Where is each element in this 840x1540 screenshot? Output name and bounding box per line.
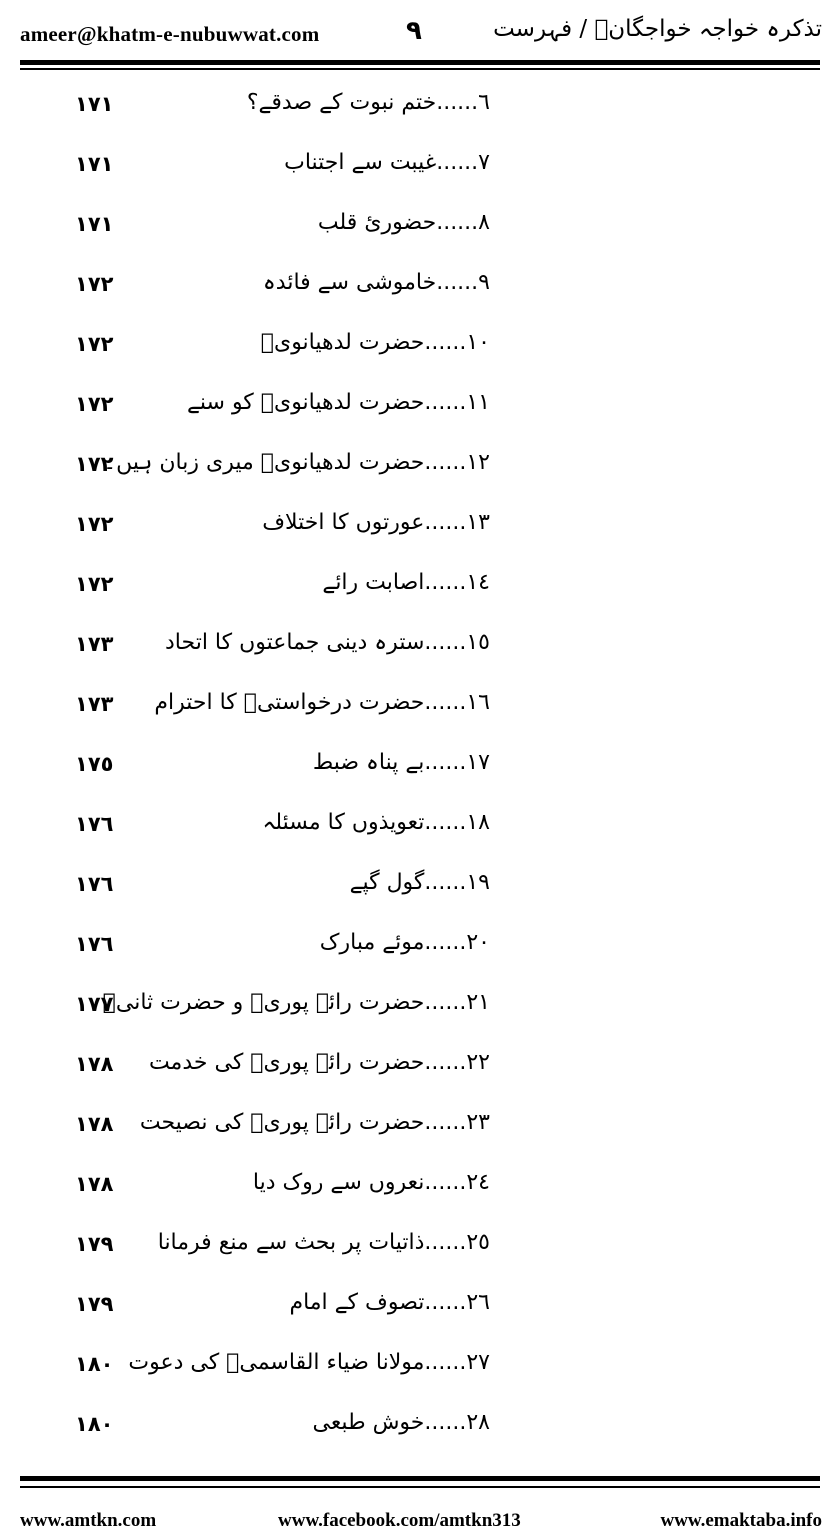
toc-page-number: ١٧٦ [75,932,114,956]
toc-title: ٦......ختم نبوت کے صدقے؟ [246,90,490,115]
toc-page-number: ١٧١ [75,92,114,116]
toc-page-number: ١٧٧ [75,992,114,1016]
table-of-contents [0,82,840,1466]
toc-title: ٢٥......ذاتیات پر بحث سے منع فرمانا [157,1230,490,1255]
toc-page-number: ١٧٣ [75,632,114,656]
toc-entry [0,562,840,612]
header-email: ameer@khatm-e-nubuwwat.com [20,22,320,46]
toc-entry [0,1102,840,1152]
toc-page-number: ١٧٩ [75,1292,114,1316]
header-rule-thin [20,68,820,70]
page-header [0,0,840,60]
toc-entry [0,622,840,672]
toc-entry [0,862,840,912]
toc-title: ١٧......بے پناہ ضبط [312,750,490,775]
toc-entry [0,742,840,792]
toc-title: ٢٢......حضرت رائے پوریؒ کی خدمت [148,1050,490,1075]
toc-page-number: ١٧٨ [75,1052,114,1076]
toc-title: ٢٧......مولانا ضیاء القاسمیؒ کی دعوت [128,1350,490,1375]
toc-title: ١٨......تعویذوں کا مسئلہ [262,810,490,835]
toc-page-number: ١٧٢ [75,512,114,536]
page-footer [0,1496,840,1536]
footer-rule-thick [20,1476,820,1481]
toc-entry [0,442,840,492]
toc-title: ٢٠......موئے مبارک [319,930,490,955]
toc-page-number: ١٧٢ [75,452,114,476]
toc-entry [0,202,840,252]
toc-entry [0,82,840,132]
toc-title: ٢٦......تصوف کے امام [289,1290,490,1315]
footer-link-emaktaba[interactable]: www.emaktaba.info [660,1510,822,1531]
toc-title: ١٤......اصابت رائے [322,570,490,595]
toc-title: ٢٤......نعروں سے روک دیا [252,1170,490,1195]
toc-title: ١٦......حضرت درخواستیؒ کا احترام [154,690,490,715]
toc-title: ١٣......عورتوں کا اختلاف [262,510,490,535]
toc-page-number: ١٧١ [75,212,114,236]
toc-page-number: ١٧١ [75,152,114,176]
footer-link-facebook[interactable]: www.facebook.com/amtkn313 [278,1510,521,1531]
toc-entry [0,1282,840,1332]
toc-page-number: ١٧٩ [75,1232,114,1256]
toc-entry [0,982,840,1032]
toc-page-number: ١٧٢ [75,392,114,416]
toc-title: ٢٨......خوش طبعی [312,1410,490,1435]
footer-link-amtkn[interactable]: www.amtkn.com [20,1510,157,1531]
toc-page-number: ١٧٥ [75,752,114,776]
toc-entry [0,922,840,972]
toc-title: ١٠......حضرت لدھیانویؒ [260,330,490,355]
toc-entry [0,262,840,312]
toc-entry [0,1042,840,1092]
toc-title: ٢١......حضرت رائے پوریؒ و حضرت ثانیؒ [102,990,490,1015]
toc-title: ١١......حضرت لدھیانویؒ کو سنے [186,390,490,415]
toc-page-number: ١٧٢ [75,572,114,596]
toc-title: ١٢......حضرت لدھیانویؒ میری زبان ہیں۔ [103,450,490,475]
toc-entry [0,502,840,552]
toc-entry [0,322,840,372]
toc-page-number: ١٧٦ [75,812,114,836]
toc-entry [0,1222,840,1272]
toc-page-number: ١٧٢ [75,332,114,356]
toc-entry [0,1342,840,1392]
toc-title: ١٩......گول گپے [349,870,490,895]
toc-title: ٢٣......حضرت رائے پوریؒ کی نصیحت [139,1110,490,1135]
toc-entry [0,382,840,432]
toc-page-number: ١٧٣ [75,692,114,716]
toc-entry [0,682,840,732]
book-title: تذکرہ خواجہ خواجگانؒ / فہرست [493,16,822,42]
toc-title: ١٥......سترہ دینی جماعتوں کا اتحاد [165,630,490,655]
header-rule-thick [20,60,820,65]
toc-entry [0,142,840,192]
toc-page-number: ١٨٠ [75,1352,114,1376]
footer-rule-thin [20,1486,820,1488]
toc-entry [0,802,840,852]
toc-page-number: ١٧٢ [75,272,114,296]
toc-entry [0,1162,840,1212]
toc-page-number: ١٧٨ [75,1172,114,1196]
toc-title: ٨......حضوریٔ قلب [317,210,490,235]
toc-title: ٩......خاموشی سے فائدہ [262,270,490,295]
toc-page-number: ١٨٠ [75,1412,114,1436]
page-number: ٩ [406,16,422,46]
toc-page-number: ١٧٦ [75,872,114,896]
toc-title: ٧......غیبت سے اجتناب [284,150,490,175]
toc-page-number: ١٧٨ [75,1112,114,1136]
toc-entry [0,1402,840,1452]
